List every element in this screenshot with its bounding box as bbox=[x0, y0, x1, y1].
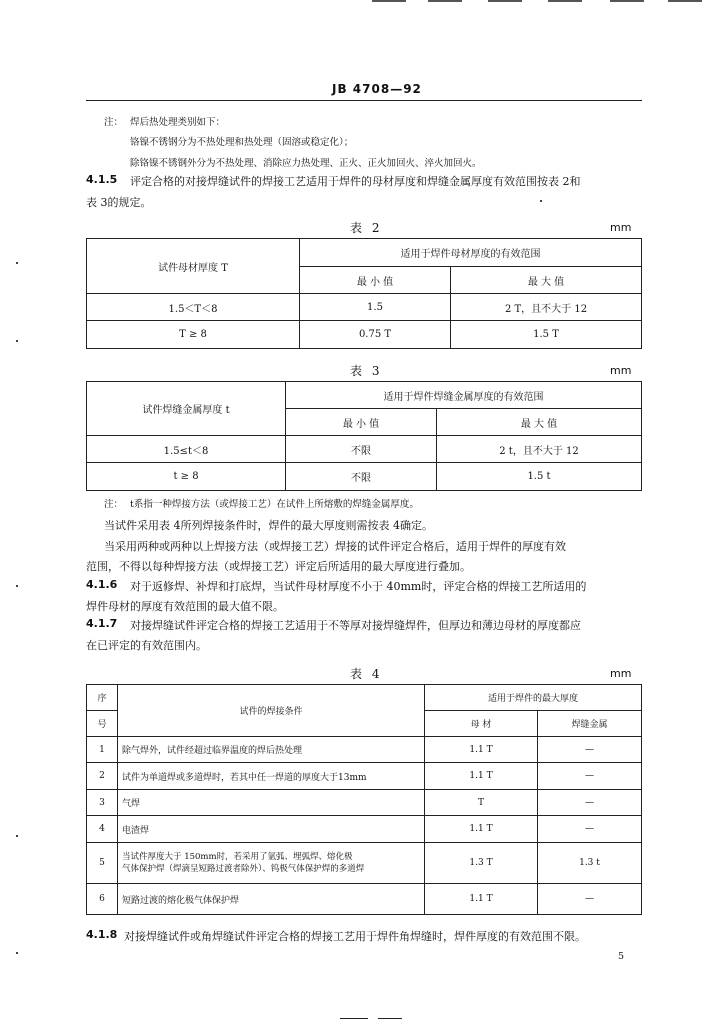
page-header: JB 4708—92 bbox=[332, 82, 422, 96]
scan-mark bbox=[610, 0, 644, 2]
table-row bbox=[87, 294, 642, 321]
scan-speck bbox=[16, 340, 18, 342]
scan-mark bbox=[548, 0, 582, 2]
section-number: 4.1.7 bbox=[86, 617, 118, 630]
section-number: 4.1.5 bbox=[86, 173, 118, 186]
table-cell: 不限 bbox=[286, 463, 437, 491]
table-cell: 试件为单道焊或多道焊时，若其中任一焊道的厚度大于13mm bbox=[118, 763, 425, 790]
paragraph-line: 范围，不得以每种焊接方法（或焊接工艺）评定后所适用的最大厚度进行叠加。 bbox=[86, 560, 471, 573]
table-cell: 短路过渡的熔化极气体保护焊 bbox=[118, 884, 425, 915]
table-header-cell: 焊缝金属 bbox=[538, 711, 642, 737]
scan-mark bbox=[488, 0, 522, 2]
table-cell: 不限 bbox=[286, 436, 437, 463]
paragraph-line: 对接焊缝试件评定合格的焊接工艺适用于不等厚对接焊缝焊件，但厚边和薄边母材的厚度都应 bbox=[130, 619, 581, 632]
scan-mark bbox=[378, 1018, 402, 1019]
table-cell: 6 bbox=[87, 884, 118, 915]
table-cell: T ≥ 8 bbox=[87, 321, 300, 349]
table-cell: — bbox=[538, 763, 642, 790]
table-header-cell: 号 bbox=[87, 711, 118, 737]
table-cell: 1.1 T bbox=[425, 763, 538, 790]
table-row bbox=[87, 816, 642, 843]
table-cell: 1.1 T bbox=[425, 816, 538, 843]
table-header-cell: 序 bbox=[87, 685, 118, 711]
table-row bbox=[87, 843, 642, 884]
table-cell: 除气焊外，试件经超过临界温度的焊后热处理 bbox=[118, 737, 425, 763]
table-cell: 3 bbox=[87, 790, 118, 816]
table-cell: 2 bbox=[87, 763, 118, 790]
scan-mark bbox=[372, 0, 406, 2]
table-header-cell: 最 大 值 bbox=[437, 409, 642, 436]
table-cell: — bbox=[538, 884, 642, 915]
table-header-cell: 适用于焊件的最大厚度 bbox=[425, 685, 642, 711]
table-caption: 表 3 bbox=[350, 364, 383, 378]
note-line: 焊后热处理类别如下： bbox=[130, 117, 226, 128]
table-row bbox=[87, 436, 642, 463]
table-4 bbox=[86, 684, 642, 915]
table-cell: — bbox=[538, 737, 642, 763]
table-cell: t ≥ 8 bbox=[87, 463, 286, 491]
table-cell: 1.1 T bbox=[425, 737, 538, 763]
table-header-cell: 适用于焊件焊缝金属厚度的有效范围 bbox=[286, 382, 642, 409]
table-unit: mm bbox=[610, 364, 632, 377]
note-line: 除铬镍不锈钢外分为不热处理、消除应力热处理、正火、正火加回火、淬火加回火。 bbox=[130, 158, 482, 169]
table-header-cell: 最 大 值 bbox=[451, 267, 642, 294]
scan-mark bbox=[668, 0, 702, 2]
table-2 bbox=[86, 238, 642, 349]
table-cell: 1.5 bbox=[300, 294, 451, 321]
section-number: 4.1.8 bbox=[86, 928, 118, 941]
table-cell: 1.5≤t＜8 bbox=[87, 436, 286, 463]
table-cell: 1.5＜T＜8 bbox=[87, 294, 300, 321]
table-row bbox=[87, 884, 642, 915]
table-cell: — bbox=[538, 816, 642, 843]
table-cell-multiline bbox=[118, 843, 425, 884]
scan-mark bbox=[340, 1018, 368, 1019]
paragraph-line: 在已评定的有效范围内。 bbox=[86, 639, 207, 652]
table-header-cell: 最 小 值 bbox=[300, 267, 451, 294]
table-cell: 0.75 T bbox=[300, 321, 451, 349]
paragraph-line: 当采用两种或两种以上焊接方法（或焊接工艺）焊接的试件评定合格后，适用于焊件的厚度有效 bbox=[104, 540, 566, 553]
table-cell-line: 当试件厚度大于 150mm时，若采用了氩弧、埋弧焊、熔化极 bbox=[122, 852, 353, 862]
table-cell: 1.3 T bbox=[425, 843, 538, 884]
scan-mark bbox=[428, 0, 462, 2]
header-rule bbox=[86, 100, 642, 101]
table-cell: 2 t，且不大于 12 bbox=[437, 436, 642, 463]
table-cell: 5 bbox=[87, 843, 118, 884]
table-cell: 1 bbox=[87, 737, 118, 763]
note-label: 注： bbox=[104, 117, 124, 128]
paragraph-line: 表 3的规定。 bbox=[86, 196, 152, 209]
table-unit: mm bbox=[610, 667, 632, 680]
table-unit: mm bbox=[610, 221, 632, 234]
table-cell: 气焊 bbox=[118, 790, 425, 816]
page-number: 5 bbox=[618, 951, 625, 962]
table-caption: 表 4 bbox=[350, 667, 383, 681]
paragraph-line: 评定合格的对接焊缝试件的焊接工艺适用于焊件的母材厚度和焊缝金属厚度有效范围按表 2和 bbox=[130, 175, 581, 188]
table-header-cell: 试件焊缝金属厚度 t bbox=[87, 382, 286, 436]
note-label: 注： bbox=[104, 499, 124, 510]
table-header-cell: 母 材 bbox=[425, 711, 538, 737]
table-cell: T bbox=[425, 790, 538, 816]
table-cell: 1.5 T bbox=[451, 321, 642, 349]
scan-speck bbox=[16, 952, 18, 954]
table-cell: 1.3 t bbox=[538, 843, 642, 884]
paragraph-line: 焊件母材的厚度有效范围的最大值不限。 bbox=[86, 600, 284, 613]
scan-speck bbox=[16, 585, 18, 587]
table-cell-line: 气体保护焊（焊滴呈短路过渡者除外）、钨极气体保护焊的多道焊 bbox=[122, 864, 365, 874]
table-cell: 4 bbox=[87, 816, 118, 843]
table-row bbox=[87, 463, 642, 491]
table-cell: 电渣焊 bbox=[118, 816, 425, 843]
table-row bbox=[87, 321, 642, 349]
table-row bbox=[87, 790, 642, 816]
table-header-cell: 最 小 值 bbox=[286, 409, 437, 436]
paragraph-line: 当试件采用表 4所列焊接条件时，焊件的最大厚度则需按表 4确定。 bbox=[104, 519, 433, 532]
table-caption: 表 2 bbox=[350, 221, 383, 235]
table-header-cell: 试件的焊接条件 bbox=[118, 685, 425, 737]
table-cell: 1.1 T bbox=[425, 884, 538, 915]
note-line: 铬镍不锈钢分为不热处理和热处理（固溶或稳定化）； bbox=[130, 137, 354, 148]
section-number: 4.1.6 bbox=[86, 578, 118, 591]
table-3 bbox=[86, 381, 642, 491]
table-cell: 1.5 t bbox=[437, 463, 642, 491]
note-line: t系指一种焊接方法（或焊接工艺）在试件上所熔敷的焊缝金属厚度。 bbox=[130, 499, 419, 510]
table-header-cell: 试件母材厚度 T bbox=[87, 239, 300, 294]
paragraph-line: 对于返修焊、补焊和打底焊，当试件母材厚度不小于 40mm时，评定合格的焊接工艺所适用的 bbox=[130, 580, 587, 593]
table-cell: — bbox=[538, 790, 642, 816]
table-header-cell: 适用于焊件母材厚度的有效范围 bbox=[300, 239, 642, 267]
table-row bbox=[87, 737, 642, 763]
table-cell: 2 T，且不大于 12 bbox=[451, 294, 642, 321]
paragraph-line: 对接焊缝试件或角焊缝试件评定合格的焊接工艺用于焊件角焊缝时，焊件厚度的有效范围不限。 bbox=[124, 930, 586, 943]
scan-speck bbox=[540, 200, 542, 202]
table-row bbox=[87, 763, 642, 790]
scan-speck bbox=[16, 835, 18, 837]
scan-speck bbox=[16, 262, 18, 264]
